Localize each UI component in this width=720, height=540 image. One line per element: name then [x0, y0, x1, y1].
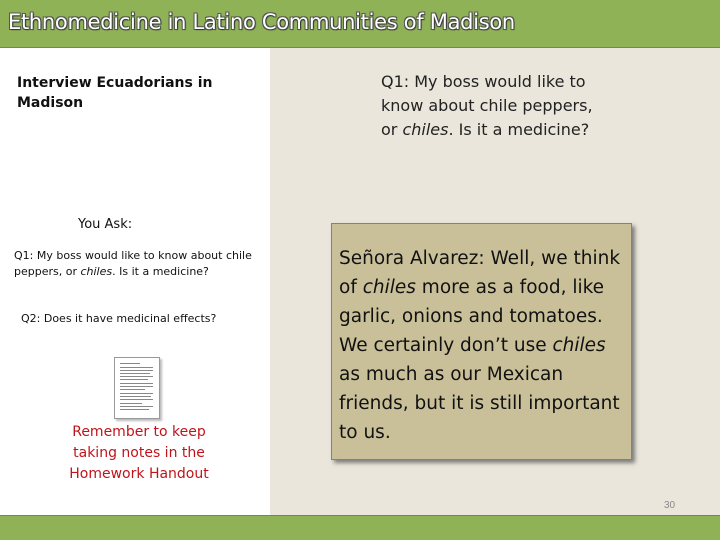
answer-part-b: more as a food, like garlic, onions and tomatoes. We certainly don’t use	[339, 277, 605, 356]
q1-small-pre: Q1: My boss would like to know about chile peppers, or	[14, 249, 252, 278]
answer-part-c: as much as our Mexican friends, but it is still important to us.	[339, 364, 620, 443]
answer-box	[331, 223, 632, 460]
interview-heading: Interview Ecuadorians in Madison	[17, 75, 213, 111]
title-bar	[0, 0, 720, 48]
q1-header-em: chiles	[402, 120, 449, 139]
answer-em-2: chiles	[552, 335, 606, 356]
answer-text	[339, 244, 629, 447]
reminder-note: Remember to keep taking notes in the Homework Handout	[69, 424, 209, 482]
answer-em-1: chiles	[362, 277, 416, 298]
question-1-header	[381, 70, 611, 142]
question-2-small: Q2: Does it have medicinal effects?	[21, 312, 217, 325]
q1-header-pre: Q1: My boss would like to know about chile peppers, or	[381, 72, 593, 139]
q1-header-post: . Is it a medicine?	[448, 120, 590, 139]
slide-number: 30	[664, 500, 676, 511]
document-icon	[114, 357, 160, 419]
slide-title: Ethnomedicine in Latino Communities of Madison	[8, 10, 515, 34]
q1-small-post: . Is it a medicine?	[112, 265, 209, 278]
question-1-small	[14, 248, 264, 280]
bottom-bar	[0, 515, 720, 540]
q1-small-em: chiles	[80, 265, 113, 278]
answer-part-a: Señora Alvarez: Well, we think of	[339, 248, 621, 298]
you-ask-label: You Ask:	[78, 217, 133, 232]
